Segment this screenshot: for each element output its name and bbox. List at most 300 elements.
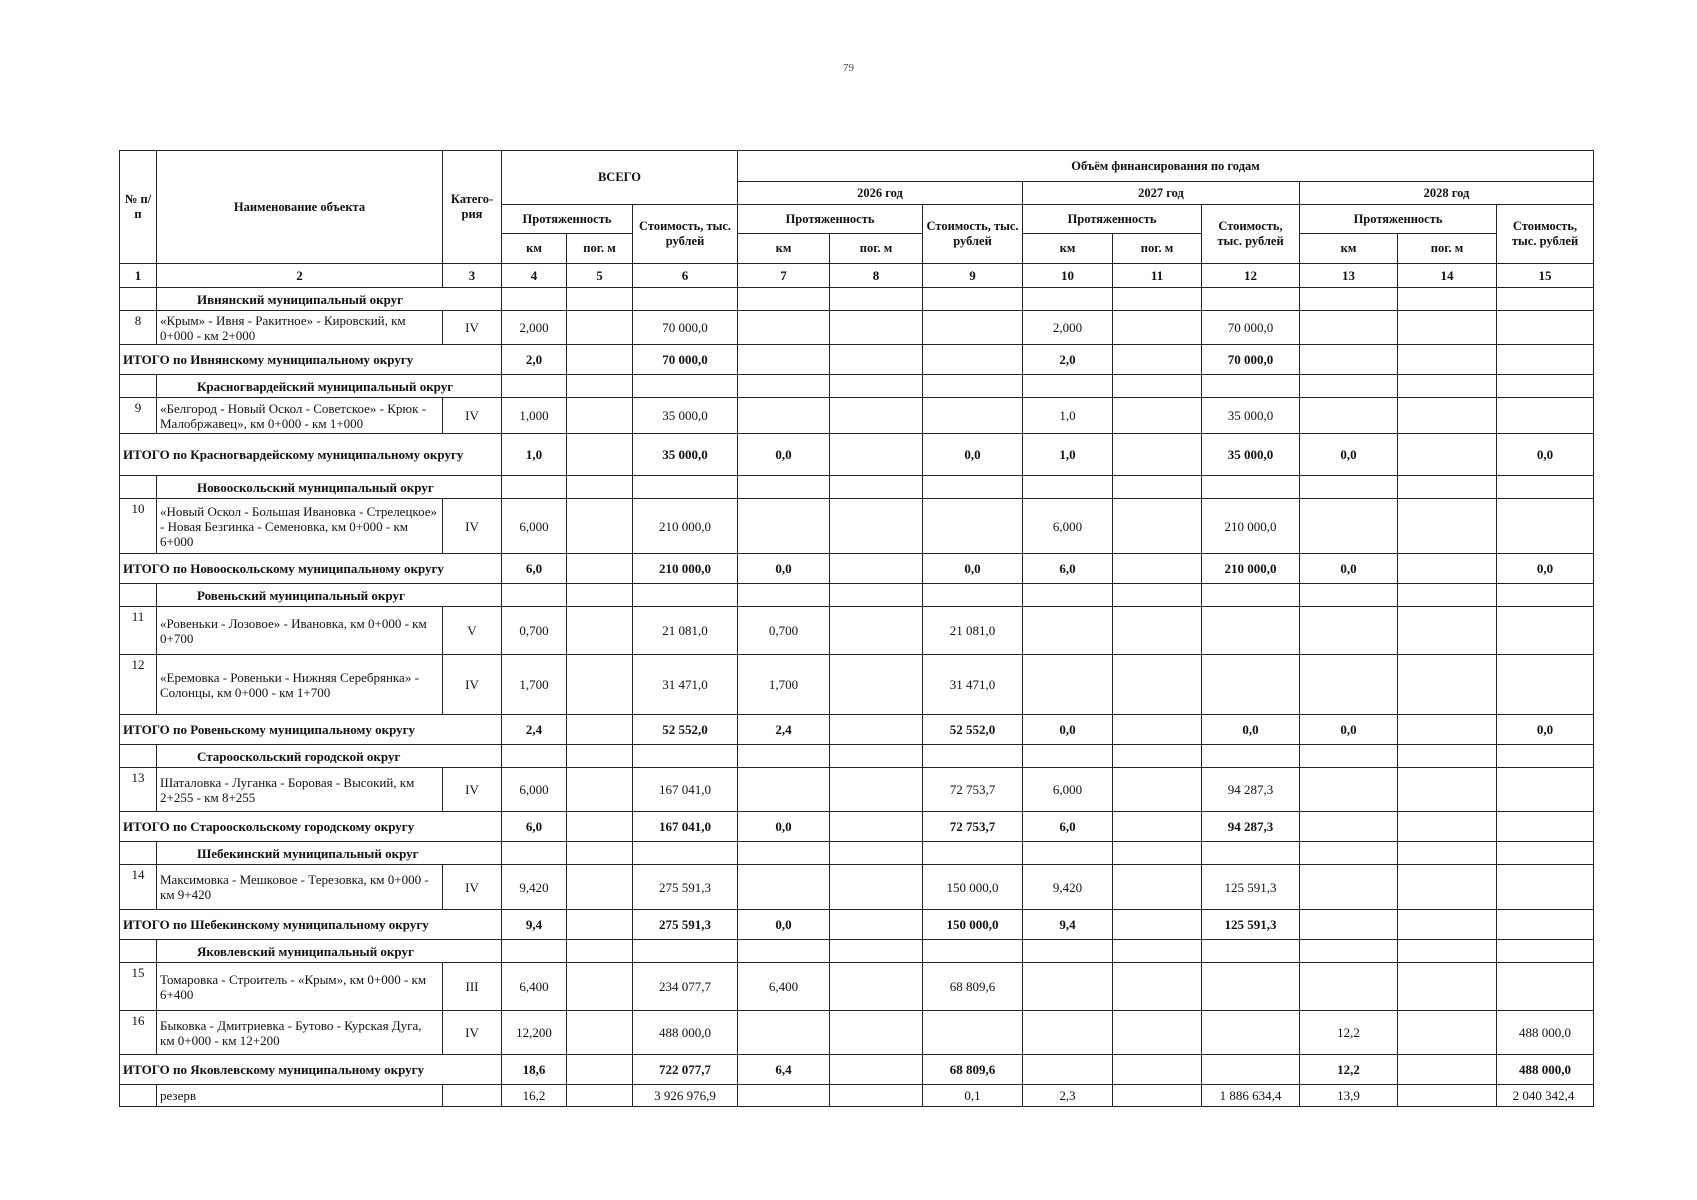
district-name: Ивнянский муниципальный округ bbox=[157, 288, 502, 311]
value-cell bbox=[738, 499, 830, 554]
header-year-2027: 2027 год bbox=[1023, 182, 1300, 205]
subtotal-value bbox=[830, 345, 923, 375]
empty-cell bbox=[1398, 940, 1497, 963]
column-number-cell: 10 bbox=[1023, 264, 1113, 288]
subtotal-value: 0,0 bbox=[923, 554, 1023, 584]
subtotal-value bbox=[1113, 812, 1202, 842]
road-category: IV bbox=[443, 499, 502, 554]
subtotal-value bbox=[1300, 910, 1398, 940]
subtotal-value: 125 591,3 bbox=[1202, 910, 1300, 940]
value-cell bbox=[1202, 1011, 1300, 1055]
value-cell bbox=[1202, 963, 1300, 1011]
table-row bbox=[120, 499, 1594, 554]
value-cell bbox=[1202, 655, 1300, 715]
empty-cell bbox=[830, 288, 923, 311]
value-cell bbox=[1023, 655, 1113, 715]
empty-cell bbox=[1202, 745, 1300, 768]
column-number-cell: 6 bbox=[633, 264, 738, 288]
reserve-num-cell bbox=[120, 1085, 157, 1107]
value-cell bbox=[1300, 499, 1398, 554]
column-number-cell: 11 bbox=[1113, 264, 1202, 288]
empty-cell bbox=[1300, 375, 1398, 398]
header-length-2027: Протяженность bbox=[1023, 205, 1202, 234]
column-number-cell: 2 bbox=[157, 264, 443, 288]
district-num-cell bbox=[120, 842, 157, 865]
header-year-2026: 2026 год bbox=[738, 182, 1023, 205]
subtotal-value bbox=[1113, 715, 1202, 745]
subtotal-value: 35 000,0 bbox=[1202, 434, 1300, 476]
value-cell bbox=[923, 311, 1023, 345]
value-cell bbox=[567, 398, 633, 434]
district-row bbox=[120, 842, 1594, 865]
value-cell: 0,700 bbox=[502, 607, 567, 655]
header-cost-total: Стоимость, тыс. рублей bbox=[633, 205, 738, 264]
empty-cell bbox=[1497, 745, 1594, 768]
subtotal-value: 0,0 bbox=[923, 434, 1023, 476]
value-cell: 6,000 bbox=[502, 768, 567, 812]
reserve-label: резерв bbox=[157, 1085, 443, 1107]
value-cell bbox=[1497, 607, 1594, 655]
subtotal-value: 72 753,7 bbox=[923, 812, 1023, 842]
empty-cell bbox=[830, 745, 923, 768]
header-km-2026: км bbox=[738, 234, 830, 264]
header-km-2028: км bbox=[1300, 234, 1398, 264]
empty-cell bbox=[1202, 842, 1300, 865]
header-name: Наименование объекта bbox=[157, 151, 443, 264]
value-cell bbox=[567, 963, 633, 1011]
value-cell: 488 000,0 bbox=[633, 1011, 738, 1055]
reserve-value: 2 040 342,4 bbox=[1497, 1085, 1594, 1107]
subtotal-value: 2,4 bbox=[738, 715, 830, 745]
subtotal-value bbox=[1398, 345, 1497, 375]
subtotal-value: 275 591,3 bbox=[633, 910, 738, 940]
column-number-cell: 7 bbox=[738, 264, 830, 288]
reserve-value: 13,9 bbox=[1300, 1085, 1398, 1107]
empty-cell bbox=[738, 745, 830, 768]
district-row bbox=[120, 476, 1594, 499]
column-number-cell: 4 bbox=[502, 264, 567, 288]
value-cell bbox=[1497, 398, 1594, 434]
subtotal-row bbox=[120, 434, 1594, 476]
subtotal-label: ИТОГО по Старооскольскому городскому округу bbox=[120, 812, 502, 842]
funding-table-container bbox=[119, 150, 1593, 1107]
subtotal-row bbox=[120, 715, 1594, 745]
value-cell: 0,700 bbox=[738, 607, 830, 655]
subtotal-value: 52 552,0 bbox=[923, 715, 1023, 745]
empty-cell bbox=[1023, 375, 1113, 398]
value-cell: 35 000,0 bbox=[633, 398, 738, 434]
value-cell: 31 471,0 bbox=[923, 655, 1023, 715]
empty-cell bbox=[1202, 476, 1300, 499]
empty-cell bbox=[1113, 476, 1202, 499]
empty-cell bbox=[633, 842, 738, 865]
value-cell: 9,420 bbox=[1023, 865, 1113, 910]
subtotal-label: ИТОГО по Ровеньскому муниципальному округу bbox=[120, 715, 502, 745]
subtotal-label: ИТОГО по Новооскольскому муниципальному округу bbox=[120, 554, 502, 584]
empty-cell bbox=[1398, 584, 1497, 607]
reserve-value: 16,2 bbox=[502, 1085, 567, 1107]
value-cell bbox=[1202, 607, 1300, 655]
header-pogm-2028: пог. м bbox=[1398, 234, 1497, 264]
object-name: «Белгород - Новый Оскол - Советское» - Крюк - Малобржавец», км 0+000 - км 1+000 bbox=[157, 398, 443, 434]
empty-cell bbox=[1398, 745, 1497, 768]
value-cell bbox=[923, 1011, 1023, 1055]
empty-cell bbox=[923, 476, 1023, 499]
district-num-cell bbox=[120, 584, 157, 607]
value-cell: 12,200 bbox=[502, 1011, 567, 1055]
empty-cell bbox=[567, 940, 633, 963]
subtotal-value: 0,0 bbox=[1497, 434, 1594, 476]
empty-cell bbox=[1023, 842, 1113, 865]
road-category: IV bbox=[443, 655, 502, 715]
subtotal-value bbox=[1398, 812, 1497, 842]
value-cell: 6,000 bbox=[1023, 768, 1113, 812]
empty-cell bbox=[738, 584, 830, 607]
subtotal-value bbox=[567, 345, 633, 375]
value-cell bbox=[1300, 865, 1398, 910]
subtotal-row bbox=[120, 1055, 1594, 1085]
subtotal-value: 0,0 bbox=[738, 434, 830, 476]
empty-cell bbox=[1497, 375, 1594, 398]
value-cell bbox=[1497, 768, 1594, 812]
district-name: Яковлевский муниципальный округ bbox=[157, 940, 502, 963]
subtotal-value bbox=[1202, 1055, 1300, 1085]
value-cell: 31 471,0 bbox=[633, 655, 738, 715]
empty-cell bbox=[567, 476, 633, 499]
column-number-cell: 9 bbox=[923, 264, 1023, 288]
value-cell bbox=[1497, 655, 1594, 715]
road-category: IV bbox=[443, 1011, 502, 1055]
subtotal-row bbox=[120, 554, 1594, 584]
subtotal-value: 6,0 bbox=[1023, 554, 1113, 584]
subtotal-value bbox=[1497, 910, 1594, 940]
reserve-value bbox=[738, 1085, 830, 1107]
value-cell bbox=[830, 398, 923, 434]
value-cell bbox=[1113, 865, 1202, 910]
empty-cell bbox=[567, 842, 633, 865]
header-length-2026: Протяженность bbox=[738, 205, 923, 234]
empty-cell bbox=[1497, 842, 1594, 865]
empty-cell bbox=[830, 842, 923, 865]
value-cell: 72 753,7 bbox=[923, 768, 1023, 812]
subtotal-value: 12,2 bbox=[1300, 1055, 1398, 1085]
value-cell bbox=[1398, 311, 1497, 345]
empty-cell bbox=[830, 940, 923, 963]
empty-cell bbox=[1398, 476, 1497, 499]
value-cell: 210 000,0 bbox=[633, 499, 738, 554]
value-cell: 275 591,3 bbox=[633, 865, 738, 910]
table-header bbox=[120, 151, 1594, 264]
district-row bbox=[120, 584, 1594, 607]
value-cell bbox=[830, 311, 923, 345]
header-total: ВСЕГО bbox=[502, 151, 738, 205]
reserve-value bbox=[1398, 1085, 1497, 1107]
value-cell bbox=[1398, 655, 1497, 715]
empty-cell bbox=[1023, 745, 1113, 768]
subtotal-value: 18,6 bbox=[502, 1055, 567, 1085]
value-cell: 6,400 bbox=[502, 963, 567, 1011]
empty-cell bbox=[567, 375, 633, 398]
reserve-row bbox=[120, 1085, 1594, 1107]
value-cell bbox=[567, 865, 633, 910]
subtotal-value bbox=[923, 345, 1023, 375]
subtotal-value bbox=[1113, 345, 1202, 375]
empty-cell bbox=[502, 940, 567, 963]
subtotal-value bbox=[567, 715, 633, 745]
subtotal-value bbox=[1023, 1055, 1113, 1085]
row-number: 16 bbox=[120, 1011, 157, 1055]
page-number: 79 bbox=[843, 62, 854, 74]
value-cell bbox=[1113, 499, 1202, 554]
empty-cell bbox=[923, 745, 1023, 768]
empty-cell bbox=[1300, 584, 1398, 607]
subtotal-value: 0,0 bbox=[1300, 434, 1398, 476]
district-row bbox=[120, 288, 1594, 311]
funding-table bbox=[119, 150, 1594, 1107]
reserve-value bbox=[567, 1085, 633, 1107]
empty-cell bbox=[1202, 584, 1300, 607]
header-num: № п/п bbox=[120, 151, 157, 264]
row-number: 15 bbox=[120, 963, 157, 1011]
empty-cell bbox=[738, 476, 830, 499]
subtotal-value: 1,0 bbox=[1023, 434, 1113, 476]
value-cell bbox=[1113, 1011, 1202, 1055]
value-cell bbox=[1398, 398, 1497, 434]
value-cell: 1,700 bbox=[738, 655, 830, 715]
subtotal-value: 70 000,0 bbox=[633, 345, 738, 375]
value-cell bbox=[1300, 655, 1398, 715]
empty-cell bbox=[1398, 842, 1497, 865]
subtotal-value bbox=[1113, 434, 1202, 476]
value-cell bbox=[567, 655, 633, 715]
header-length-total: Протяженность bbox=[502, 205, 633, 234]
subtotal-row bbox=[120, 812, 1594, 842]
district-num-cell bbox=[120, 940, 157, 963]
value-cell bbox=[830, 655, 923, 715]
empty-cell bbox=[502, 584, 567, 607]
object-name: «Новый Оскол - Большая Ивановка - Стрелецкое» - Новая Безгинка - Семеновка, км 0+000 - км 6+000 bbox=[157, 499, 443, 554]
subtotal-value: 2,4 bbox=[502, 715, 567, 745]
value-cell bbox=[1113, 311, 1202, 345]
empty-cell bbox=[1398, 288, 1497, 311]
column-number-cell: 8 bbox=[830, 264, 923, 288]
subtotal-value: 68 809,6 bbox=[923, 1055, 1023, 1085]
empty-cell bbox=[1023, 288, 1113, 311]
empty-cell bbox=[1113, 584, 1202, 607]
value-cell bbox=[738, 398, 830, 434]
subtotal-value bbox=[1398, 1055, 1497, 1085]
value-cell bbox=[1497, 311, 1594, 345]
subtotal-value: 2,0 bbox=[502, 345, 567, 375]
empty-cell bbox=[502, 476, 567, 499]
subtotal-value: 0,0 bbox=[738, 910, 830, 940]
road-category: IV bbox=[443, 311, 502, 345]
value-cell bbox=[1398, 768, 1497, 812]
subtotal-value bbox=[830, 910, 923, 940]
value-cell: 94 287,3 bbox=[1202, 768, 1300, 812]
value-cell bbox=[830, 499, 923, 554]
value-cell bbox=[1398, 499, 1497, 554]
empty-cell bbox=[738, 375, 830, 398]
subtotal-value: 6,4 bbox=[738, 1055, 830, 1085]
empty-cell bbox=[633, 745, 738, 768]
empty-cell bbox=[738, 940, 830, 963]
value-cell bbox=[1497, 963, 1594, 1011]
empty-cell bbox=[1300, 842, 1398, 865]
table-row bbox=[120, 607, 1594, 655]
reserve-value: 0,1 bbox=[923, 1085, 1023, 1107]
value-cell bbox=[1300, 607, 1398, 655]
reserve-value: 3 926 976,9 bbox=[633, 1085, 738, 1107]
subtotal-value bbox=[738, 345, 830, 375]
subtotal-value bbox=[830, 434, 923, 476]
empty-cell bbox=[1113, 745, 1202, 768]
value-cell bbox=[1113, 768, 1202, 812]
empty-cell bbox=[1497, 288, 1594, 311]
reserve-value bbox=[1113, 1085, 1202, 1107]
header-cost-2028: Стоимость, тыс. рублей bbox=[1497, 205, 1594, 264]
row-number: 12 bbox=[120, 655, 157, 715]
empty-cell bbox=[1202, 940, 1300, 963]
empty-cell bbox=[738, 288, 830, 311]
value-cell bbox=[738, 1011, 830, 1055]
empty-cell bbox=[1113, 375, 1202, 398]
value-cell: 6,000 bbox=[502, 499, 567, 554]
subtotal-value bbox=[1398, 434, 1497, 476]
value-cell: 6,400 bbox=[738, 963, 830, 1011]
subtotal-value: 150 000,0 bbox=[923, 910, 1023, 940]
value-cell bbox=[1300, 398, 1398, 434]
subtotal-value bbox=[1398, 910, 1497, 940]
value-cell bbox=[1398, 963, 1497, 1011]
empty-cell bbox=[502, 745, 567, 768]
subtotal-value bbox=[830, 715, 923, 745]
district-row bbox=[120, 375, 1594, 398]
header-category: Катего-рия bbox=[443, 151, 502, 264]
subtotal-value: 210 000,0 bbox=[1202, 554, 1300, 584]
empty-cell bbox=[1023, 476, 1113, 499]
value-cell bbox=[1023, 1011, 1113, 1055]
value-cell: 9,420 bbox=[502, 865, 567, 910]
subtotal-value: 6,0 bbox=[1023, 812, 1113, 842]
table-row bbox=[120, 768, 1594, 812]
subtotal-value bbox=[830, 812, 923, 842]
value-cell bbox=[923, 398, 1023, 434]
value-cell bbox=[1300, 963, 1398, 1011]
empty-cell bbox=[923, 584, 1023, 607]
empty-cell bbox=[633, 584, 738, 607]
header-pogm-2026: пог. м bbox=[830, 234, 923, 264]
value-cell bbox=[738, 865, 830, 910]
value-cell: 68 809,6 bbox=[923, 963, 1023, 1011]
district-name: Новооскольский муниципальный округ bbox=[157, 476, 502, 499]
value-cell bbox=[1398, 865, 1497, 910]
object-name: Шаталовка - Луганка - Боровая - Высокий, км 2+255 - км 8+255 bbox=[157, 768, 443, 812]
empty-cell bbox=[923, 842, 1023, 865]
value-cell bbox=[567, 499, 633, 554]
subtotal-label: ИТОГО по Красногвардейскому муниципальному округу bbox=[120, 434, 502, 476]
subtotal-row bbox=[120, 910, 1594, 940]
subtotal-value bbox=[1398, 554, 1497, 584]
value-cell: 21 081,0 bbox=[633, 607, 738, 655]
reserve-value: 2,3 bbox=[1023, 1085, 1113, 1107]
row-number: 10 bbox=[120, 499, 157, 554]
header-funding: Объём финансирования по годам bbox=[738, 151, 1594, 182]
subtotal-value bbox=[567, 1055, 633, 1085]
value-cell bbox=[830, 1011, 923, 1055]
subtotal-value: 0,0 bbox=[1202, 715, 1300, 745]
row-number: 8 bbox=[120, 311, 157, 345]
value-cell: 488 000,0 bbox=[1497, 1011, 1594, 1055]
empty-cell bbox=[502, 288, 567, 311]
empty-cell bbox=[1023, 584, 1113, 607]
empty-cell bbox=[633, 375, 738, 398]
subtotal-value bbox=[567, 554, 633, 584]
value-cell bbox=[1023, 963, 1113, 1011]
subtotal-value: 0,0 bbox=[1300, 554, 1398, 584]
empty-cell bbox=[1113, 940, 1202, 963]
value-cell: 1,000 bbox=[502, 398, 567, 434]
table-row bbox=[120, 311, 1594, 345]
value-cell bbox=[1023, 607, 1113, 655]
subtotal-value: 0,0 bbox=[1023, 715, 1113, 745]
value-cell: 210 000,0 bbox=[1202, 499, 1300, 554]
value-cell: 70 000,0 bbox=[633, 311, 738, 345]
road-category: IV bbox=[443, 865, 502, 910]
value-cell bbox=[1113, 963, 1202, 1011]
empty-cell bbox=[1300, 288, 1398, 311]
subtotal-value: 6,0 bbox=[502, 812, 567, 842]
row-number: 9 bbox=[120, 398, 157, 434]
empty-cell bbox=[1023, 940, 1113, 963]
table-row bbox=[120, 865, 1594, 910]
value-cell bbox=[1300, 311, 1398, 345]
table-body bbox=[120, 264, 1594, 1107]
header-cost-2027: Стоимость, тыс. рублей bbox=[1202, 205, 1300, 264]
value-cell: 35 000,0 bbox=[1202, 398, 1300, 434]
road-category: III bbox=[443, 963, 502, 1011]
subtotal-value: 9,4 bbox=[1023, 910, 1113, 940]
header-km-total: км bbox=[502, 234, 567, 264]
table-row bbox=[120, 963, 1594, 1011]
empty-cell bbox=[1202, 288, 1300, 311]
empty-cell bbox=[1497, 940, 1594, 963]
empty-cell bbox=[830, 375, 923, 398]
row-number: 14 bbox=[120, 865, 157, 910]
subtotal-value: 210 000,0 bbox=[633, 554, 738, 584]
header-pogm-2027: пог. м bbox=[1113, 234, 1202, 264]
subtotal-value bbox=[1300, 345, 1398, 375]
subtotal-value bbox=[1113, 554, 1202, 584]
empty-cell bbox=[1300, 476, 1398, 499]
subtotal-value: 94 287,3 bbox=[1202, 812, 1300, 842]
value-cell: 2,000 bbox=[1023, 311, 1113, 345]
header-cost-2026: Стоимость, тыс. рублей bbox=[923, 205, 1023, 264]
value-cell bbox=[567, 768, 633, 812]
empty-cell bbox=[1300, 940, 1398, 963]
value-cell bbox=[830, 607, 923, 655]
value-cell bbox=[567, 607, 633, 655]
subtotal-value bbox=[567, 812, 633, 842]
subtotal-value: 1,0 bbox=[502, 434, 567, 476]
column-number-cell: 12 bbox=[1202, 264, 1300, 288]
subtotal-value bbox=[830, 554, 923, 584]
value-cell: 21 081,0 bbox=[923, 607, 1023, 655]
subtotal-value: 488 000,0 bbox=[1497, 1055, 1594, 1085]
road-category: IV bbox=[443, 398, 502, 434]
empty-cell bbox=[633, 476, 738, 499]
object-name: «Крым» - Ивня - Ракитное» - Кировский, км 0+000 - км 2+000 bbox=[157, 311, 443, 345]
